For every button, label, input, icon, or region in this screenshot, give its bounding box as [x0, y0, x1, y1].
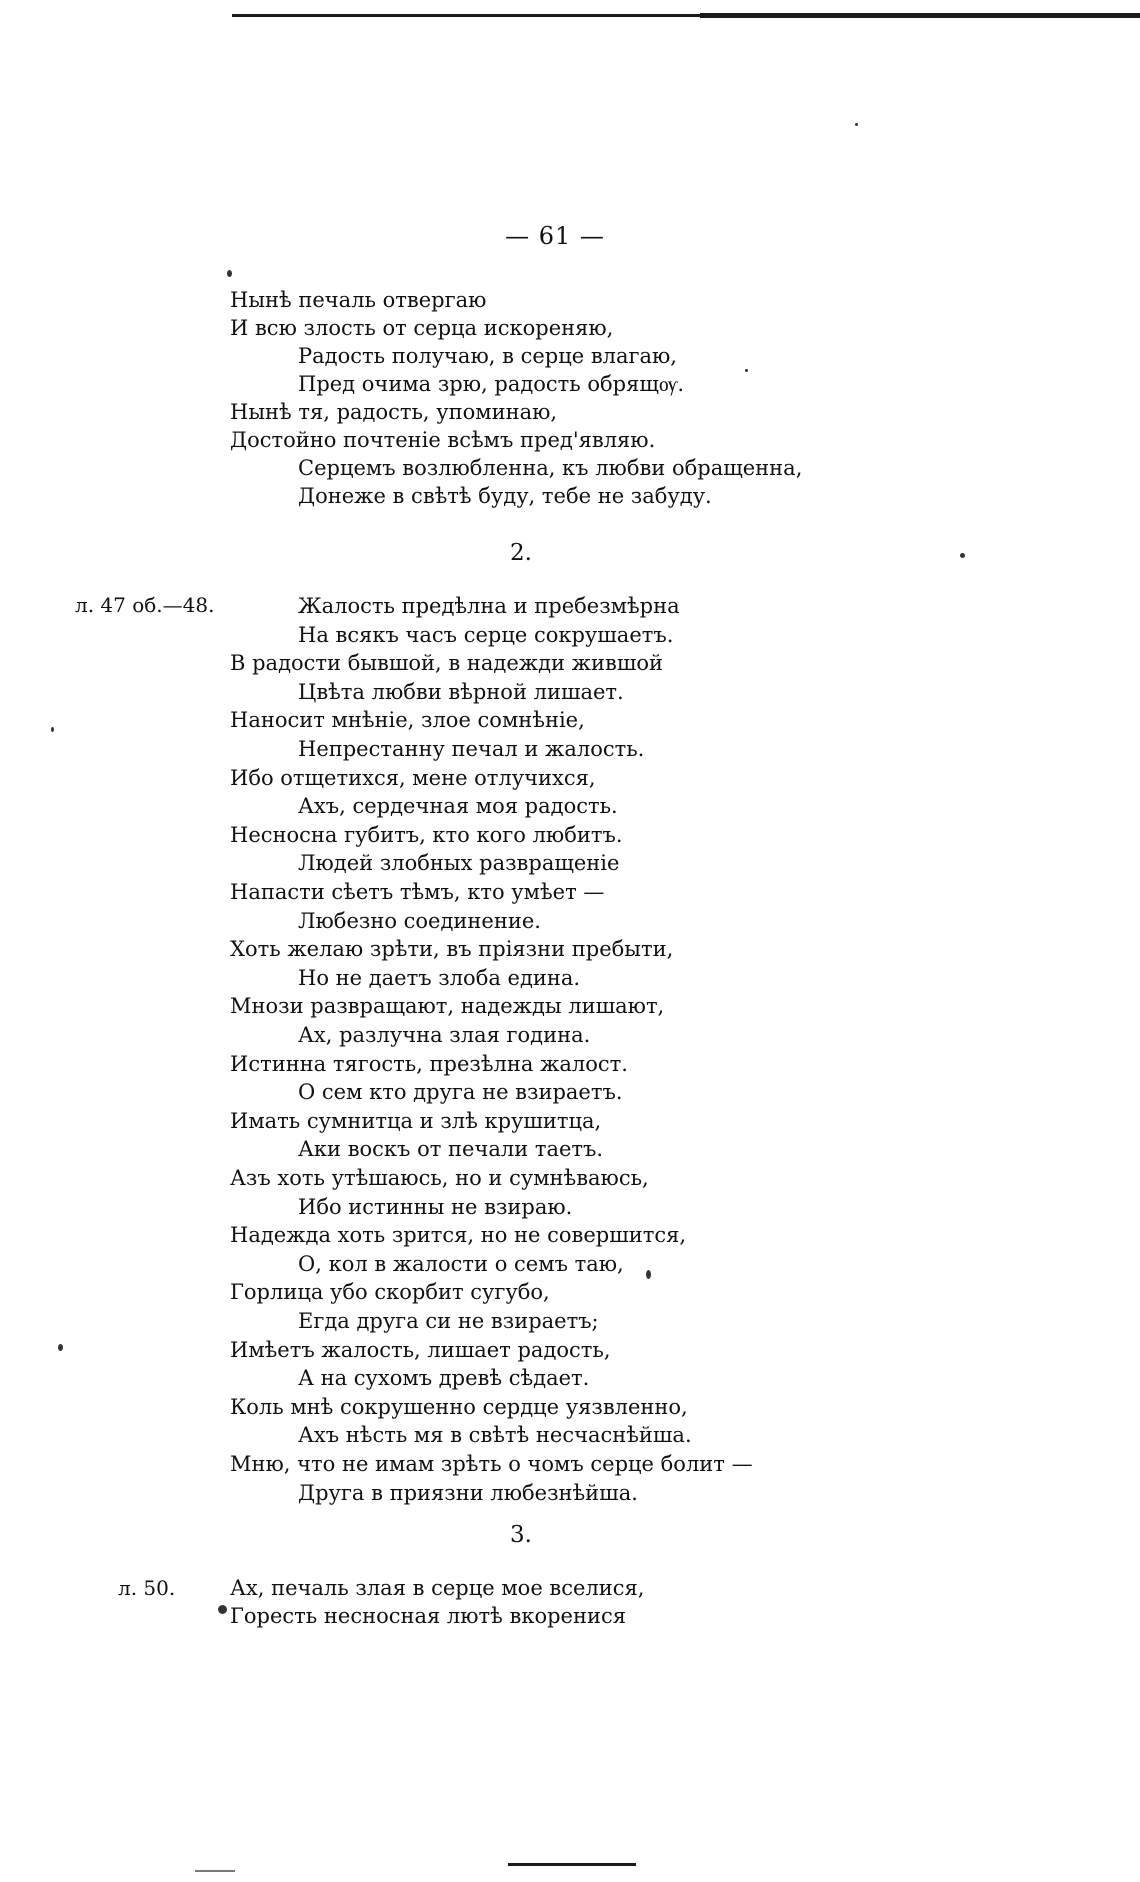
verse-line: В радости бывшой, в надежди живш​ой: [230, 651, 663, 676]
bottom-rule-short: [195, 1870, 235, 1872]
verse-line: Непрестанну печал и жалость.: [298, 737, 645, 761]
verse-line: О сем кто друга не взираетъ.: [298, 1080, 623, 1105]
verse-line: Ах, разлучна злая година.: [298, 1023, 591, 1047]
verse-line: Серцемъ возлюбленна, къ любви обращенна,: [298, 456, 803, 480]
verse-line: Имѣетъ жалость, лишает радость,: [230, 1337, 611, 1362]
verse-line: Достойно почтеніе всѣмъ пред'являю.: [230, 428, 656, 452]
verse-line: Имать сумнитца и злѣ крушитца,: [230, 1108, 602, 1133]
folio-reference: л. 47 об.—48.: [75, 593, 215, 617]
verse-line: О, кол в жалости о семъ таю,: [298, 1251, 624, 1276]
section-number: 2.: [510, 540, 532, 566]
verse-line: Истинна тягость, презѣлна жалост.: [230, 1051, 628, 1076]
bottom-rule: [508, 1863, 636, 1866]
verse-line: Но не даетъ злоба едина.: [298, 965, 581, 990]
speck: [218, 1605, 227, 1614]
verse-line: Коль мнѣ сокрушенно сердце уязвленно,: [230, 1394, 688, 1419]
verse-line: Мнози развращают, надежды лишают,: [230, 994, 665, 1019]
verse-line: Цвѣта любви вѣрной лишает.: [298, 679, 624, 704]
verse-line: Азъ хоть утѣшаюсь, но и сумнѣваюсь,: [230, 1166, 649, 1190]
verse-line: Радость получаю, в серце влагаю,: [298, 344, 677, 368]
speck: [58, 1344, 63, 1351]
verse-line: Несносна губитъ, кто кого любитъ.: [230, 822, 623, 847]
verse-line: Надежда хоть зрится, но не совершится,: [230, 1223, 687, 1248]
speck: [646, 1270, 651, 1279]
verse-line: Егда друга си не взираетъ;: [298, 1309, 599, 1333]
verse-line: Донеже в свѣтѣ буду, тебе не забуду.: [298, 484, 712, 508]
verse-line: Мню, что не имам зрѣть о чомъ серце болит —: [230, 1452, 753, 1476]
folio-reference: л. 50.: [118, 1576, 176, 1600]
speck: [855, 123, 858, 126]
verse-line: Людей злобных развращеніе: [298, 851, 620, 876]
verse-line: А на сухомъ древѣ сѣдает.: [298, 1366, 590, 1391]
verse-line: Пред очима зрю, радость обрящѹ.: [298, 372, 685, 396]
section-number: 3.: [510, 1522, 532, 1548]
verse-line: Напасти сѣетъ тѣмъ, кто умѣет —: [230, 880, 605, 904]
speck: [960, 553, 965, 558]
verse-line: Аки воскъ от печали таетъ.: [298, 1137, 604, 1162]
verse-line: Любезно соединение.: [298, 908, 541, 933]
verse-line: Ибо отщетихся, мене отлучихся,: [230, 765, 596, 790]
verse-line: Нынѣ печаль отвергаю: [230, 288, 487, 312]
verse-line: На всякъ часъ серце сокрушаетъ.: [298, 622, 674, 647]
top-rule-thick: [700, 13, 1140, 18]
verse-line: Хоть желаю зрѣти, въ пріязни пребыти,: [230, 937, 674, 962]
page-number: — 61 —: [505, 222, 605, 250]
speck: [745, 369, 748, 372]
verse-line: И всю злость от серца искореняю,: [230, 316, 614, 340]
verse-line: Нынѣ тя, радость, упоминаю,: [230, 400, 558, 424]
verse-line: Горесть несносная лютѣ вкоренися: [230, 1604, 626, 1628]
verse-line: Наносит мнѣніе, злое сомнѣніе,: [230, 708, 585, 733]
verse-line: Жалость предѣлна и пребезмѣрна: [298, 594, 680, 618]
verse-line: Горлица убо скорбит сугубо,: [230, 1280, 550, 1305]
speck: [227, 270, 232, 277]
verse-line: Ахъ нѣсть мя в свѣтѣ несчаснѣйша.: [298, 1423, 692, 1448]
speck: [51, 727, 54, 732]
verse-line: Ах, печаль злая в серце мое вселися,: [230, 1576, 645, 1600]
verse-line: Ибо истинны не взираю.: [298, 1194, 573, 1219]
verse-line: Ахъ, сердечная моя радость.: [298, 794, 618, 819]
verse-line: Друга в приязни любезнѣйша.: [298, 1480, 638, 1505]
